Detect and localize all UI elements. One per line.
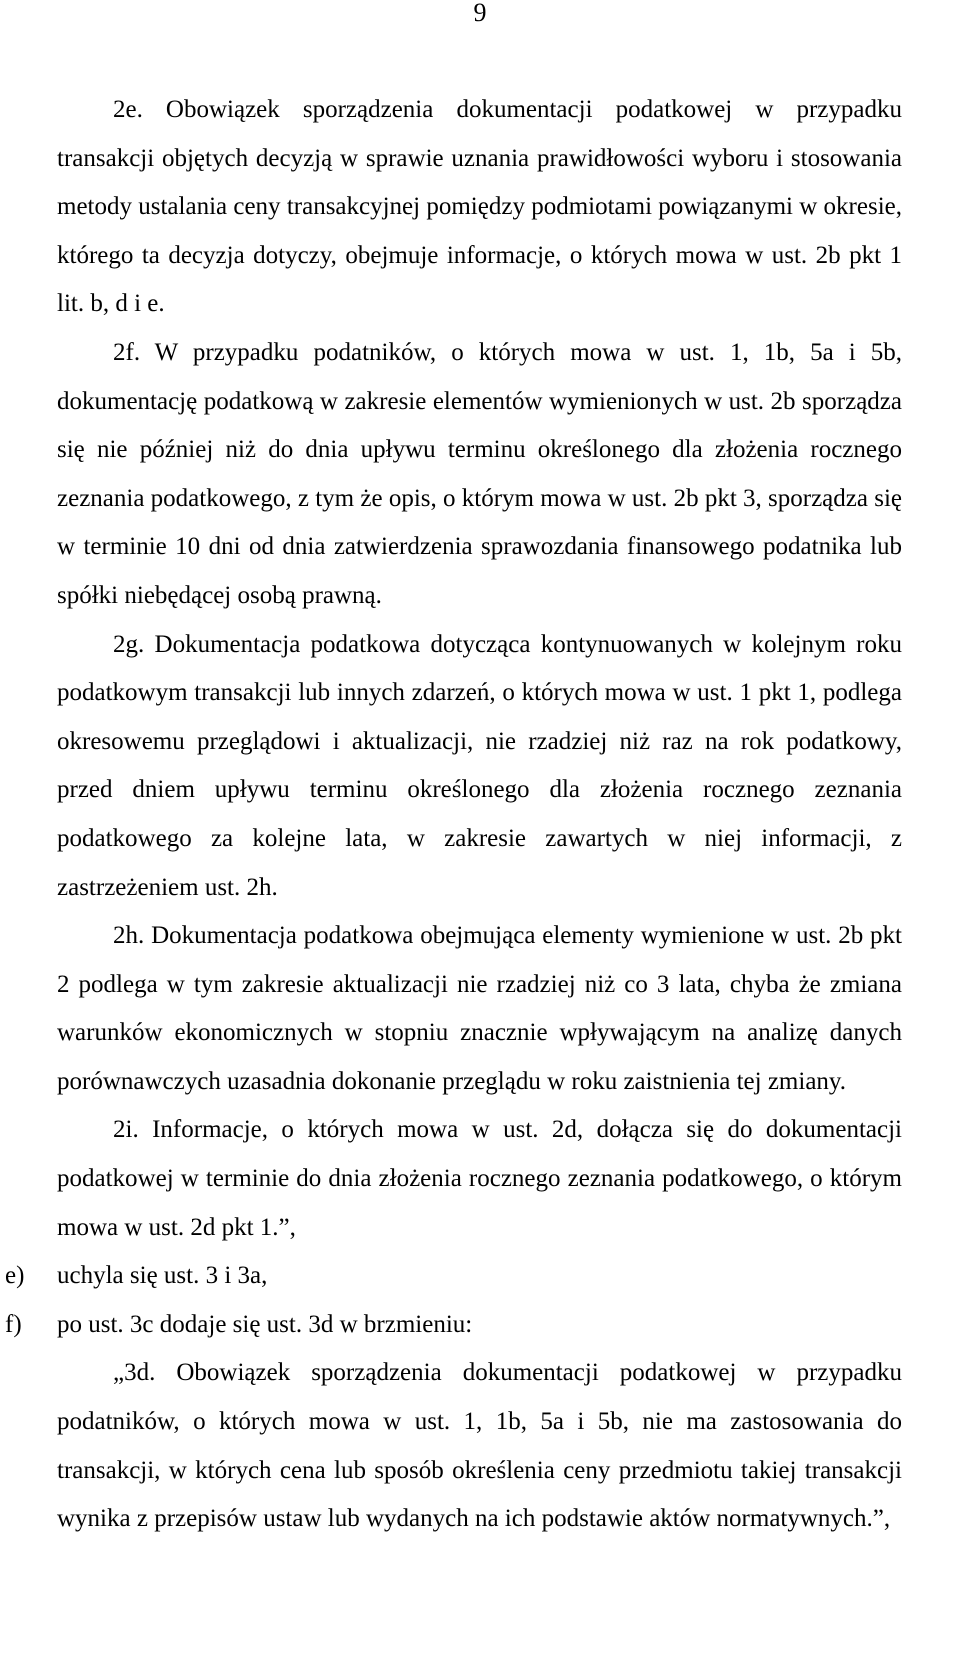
- list-item-marker: f): [5, 1310, 22, 1338]
- paragraph-2h: 2h. Dokumentacja podatkowa obejmująca elementy wymienione w ust. 2b pkt 2 podlega w tym zakresie aktualizacji nie rzadziej niż co 3 lata, chyba że zmiana warunków ekonomicznych w stopniu znacznie wpływającym na analizę danych porównawczych uzasadnia dokonanie przeglądu w roku zaistnienia tej zmiany.: [57, 922, 902, 1095]
- list-item-text: po ust. 3c dodaje się ust. 3d w brzmieniu:: [57, 1310, 473, 1338]
- document-body: [5, 86, 902, 1544]
- paragraph-2f: 2f. W przypadku podatników, o których mowa w ust. 1, 1b, 5a i 5b, dokumentację podatkową w zakresie elementów wymienionych w ust. 2b sporządza się nie później niż do dnia upływu terminu określonego dla złożenia rocznego zeznania podatkowego, z tym że opis, o którym mowa w ust. 2b pkt 3, sporządza się w terminie 10 dni od dnia zatwierdzenia sprawozdania finansowego podatnika lub spółki niebędącej osobą prawną.: [57, 338, 902, 609]
- page-number: 9: [473, 0, 487, 27]
- list-item-e: [5, 1252, 902, 1301]
- list-item-f: [5, 1301, 902, 1350]
- paragraph-2g: 2g. Dokumentacja podatkowa dotycząca kontynuowanych w kolejnym roku podatkowym transakcji lub innych zdarzeń, o których mowa w ust. 1 pkt 1, podlega okresowemu przeglądowi i aktualizacji, nie rzadziej niż raz na rok podatkowy, przed dniem upływu terminu określonego dla złożenia rocznego zeznania podatkowego za kolejne lata, w zakresie zawartych w niej informacji, z zastrzeżeniem ust. 2h.: [57, 630, 902, 901]
- list-item-text: uchyla się ust. 3 i 3a,: [57, 1262, 268, 1290]
- paragraph-2i: 2i. Informacje, o których mowa w ust. 2d, dołącza się do dokumentacji podatkowej w terminie do dnia złożenia rocznego zeznania podatkowego, o którym mowa w ust. 2d pkt 1.”,: [57, 1116, 902, 1241]
- list-item-marker: e): [5, 1262, 25, 1290]
- paragraph-2e: 2e. Obowiązek sporządzenia dokumentacji podatkowej w przypadku transakcji objętych decyzją w sprawie uznania prawidłowości wyboru i stosowania metody ustalania ceny transakcyjnej pomiędzy podmiotami powiązanymi w okresie, którego ta decyzja dotyczy, obejmuje informacje, o których mowa w ust. 2b pkt 1 lit. b, d i e.: [57, 96, 902, 318]
- paragraph-3d: „3d. Obowiązek sporządzenia dokumentacji podatkowej w przypadku podatników, o których mowa w ust. 1, 1b, 5a i 5b, nie ma zastosowania do transakcji, w których cena lub sposób określenia ceny przedmiotu takiej transakcji wynika z przepisów ustaw lub wydanych na ich podstawie aktów normatywnych.”,: [57, 1359, 902, 1533]
